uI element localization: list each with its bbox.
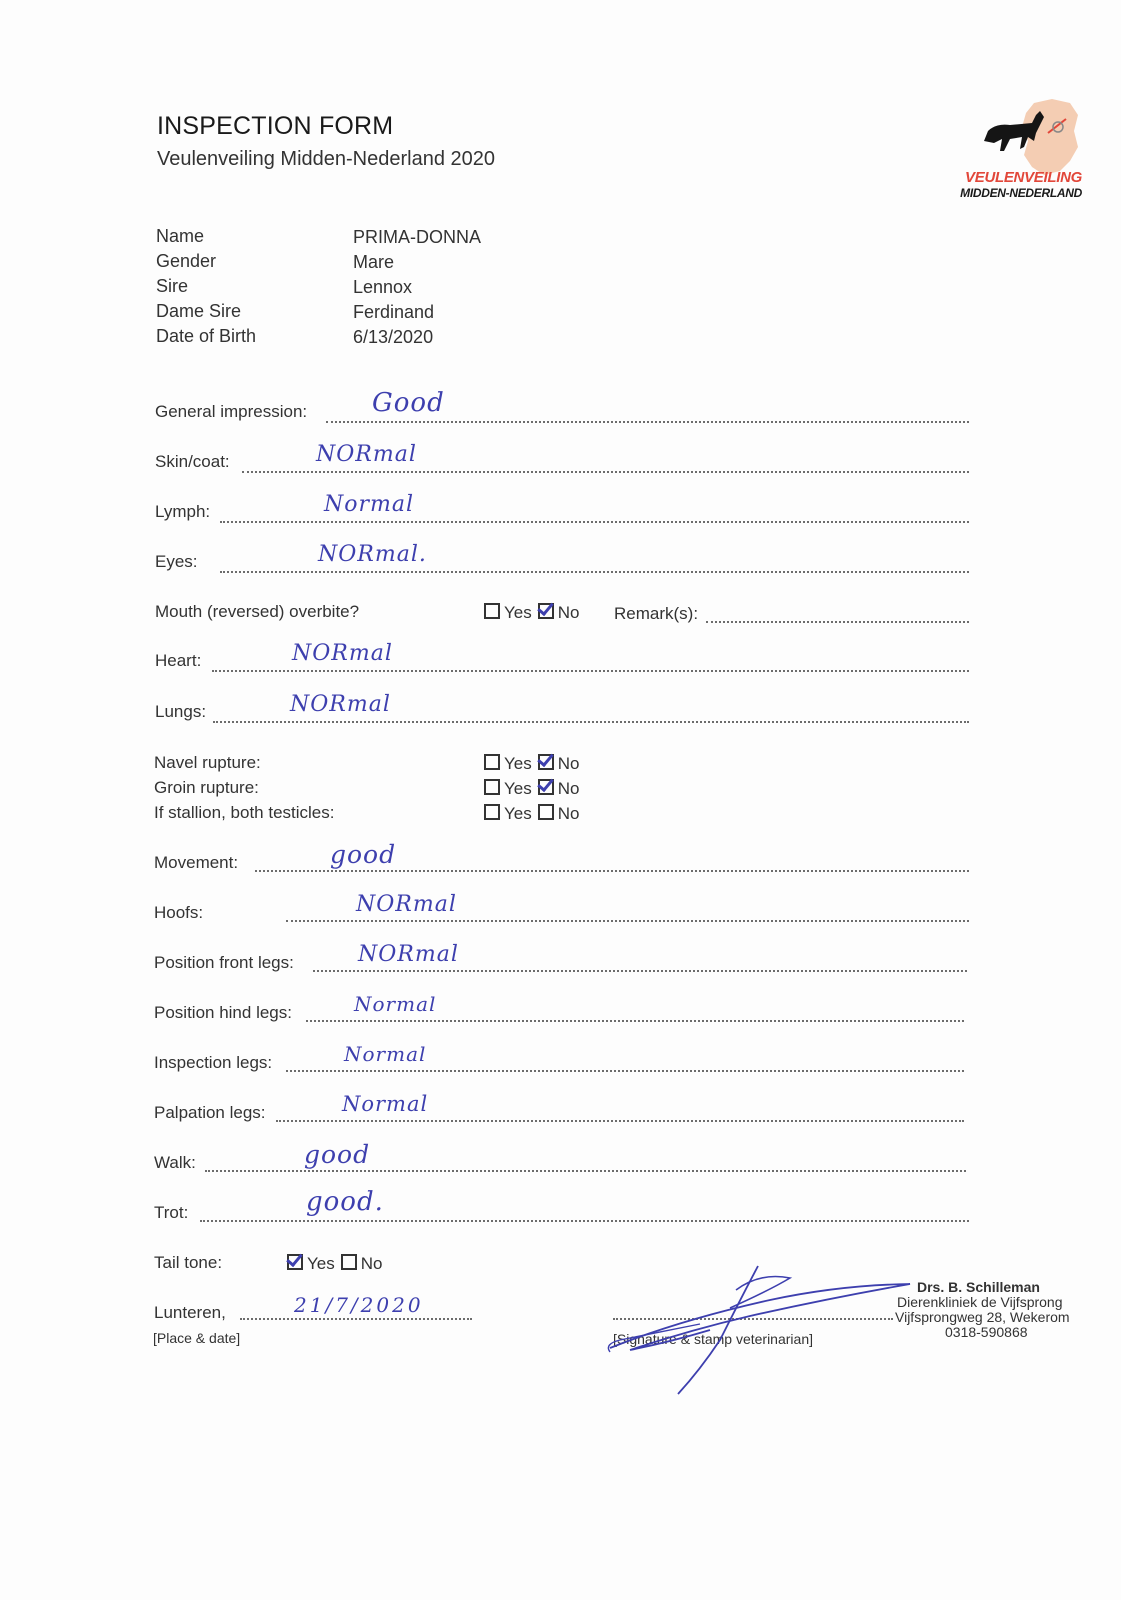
- field-label-inspection-legs: Inspection legs:: [154, 1053, 273, 1072]
- mouth-label: Mouth (reversed) overbite?: [155, 602, 360, 621]
- field-line-heart: [212, 670, 969, 672]
- field-line-lungs: [213, 721, 969, 723]
- field-value-palpation-legs[interactable]: Normal: [342, 1092, 429, 1116]
- field-value-trot[interactable]: good.: [306, 1187, 384, 1217]
- stamp-line4: 0318-590868: [945, 1324, 1028, 1340]
- groin-no-checkbox[interactable]: [538, 779, 554, 795]
- date-line: [240, 1318, 472, 1320]
- navel-options: [484, 754, 579, 774]
- navel-no-checkbox[interactable]: [538, 754, 554, 770]
- field-label-eyes: Eyes:: [155, 552, 198, 571]
- navel-yes-checkbox[interactable]: [484, 754, 500, 770]
- field-label-movement: Movement:: [154, 853, 239, 872]
- auction-logo: [952, 97, 1082, 207]
- field-value-skin-coat[interactable]: NORmal: [316, 442, 417, 467]
- place-text: Lunteren,: [154, 1303, 226, 1322]
- mouth-remark-line[interactable]: [706, 621, 969, 623]
- tail-no-label: No: [360, 1254, 383, 1273]
- vet-stamp: [895, 1280, 1085, 1340]
- mouth-no-checkbox[interactable]: [538, 603, 554, 619]
- tail-label: Tail tone:: [154, 1253, 223, 1272]
- groin-label: Groin rupture:: [154, 778, 259, 797]
- mouth-yes-checkbox[interactable]: [484, 603, 500, 619]
- info-value-dame-sire: Ferdinand: [353, 302, 435, 322]
- logo-line2: MIDDEN-NEDERLAND: [960, 186, 1082, 200]
- field-label-skin-coat: Skin/coat:: [155, 452, 230, 471]
- testicles-yes-checkbox[interactable]: [484, 804, 500, 820]
- field-line-front-legs: [313, 970, 967, 972]
- navel-yes-label: Yes: [504, 754, 532, 773]
- tail-options: [287, 1254, 382, 1274]
- logo-line1: VEULENVEILING: [965, 169, 1082, 186]
- field-value-general-impression[interactable]: Good: [372, 388, 445, 418]
- field-value-front-legs[interactable]: NORmal: [358, 942, 459, 967]
- info-label-sire: Sire: [156, 276, 189, 296]
- field-label-trot: Trot:: [154, 1203, 189, 1222]
- tail-yes-checkbox[interactable]: [287, 1254, 303, 1270]
- field-value-hoofs[interactable]: NORmal: [356, 892, 457, 917]
- page-title: INSPECTION FORM: [157, 112, 394, 140]
- field-value-walk[interactable]: good: [304, 1140, 371, 1169]
- date-value[interactable]: 21/7/2020: [294, 1293, 424, 1317]
- page-subtitle: Veulenveiling Midden-Nederland 2020: [157, 148, 496, 170]
- signature-scribble-icon: [600, 1260, 930, 1400]
- tail-yes-label: Yes: [307, 1254, 335, 1273]
- field-label-heart: Heart:: [155, 651, 202, 670]
- field-line-movement: [255, 870, 969, 872]
- field-label-lungs: Lungs:: [155, 702, 207, 721]
- field-label-front-legs: Position front legs:: [154, 953, 294, 972]
- field-value-lymph[interactable]: Normal: [324, 492, 415, 517]
- field-line-hoofs: [286, 920, 969, 922]
- info-label-gender: Gender: [156, 251, 217, 271]
- tail-no-checkbox[interactable]: [341, 1254, 357, 1270]
- groin-yes-label: Yes: [504, 779, 532, 798]
- field-label-hind-legs: Position hind legs:: [154, 1003, 292, 1022]
- field-line-trot: [200, 1220, 969, 1222]
- testicles-no-label: No: [557, 804, 580, 823]
- testicles-no-checkbox[interactable]: [538, 804, 554, 820]
- mouth-remark-label: Remark(s):: [614, 604, 699, 623]
- stamp-line3: Vijfsprongweg 28, Wekerom: [895, 1309, 1070, 1325]
- info-value-dob: 6/13/2020: [353, 327, 434, 347]
- field-value-inspection-legs[interactable]: Normal: [344, 1042, 427, 1066]
- place-date-caption: [Place & date]: [153, 1330, 241, 1346]
- field-line-general-impression: [326, 421, 969, 423]
- info-label-dame-sire: Dame Sire: [156, 301, 242, 321]
- field-value-movement[interactable]: good: [330, 840, 397, 869]
- field-label-palpation-legs: Palpation legs:: [154, 1103, 266, 1122]
- stamp-line2: Dierenkliniek de Vijfsprong: [897, 1294, 1063, 1310]
- field-value-heart[interactable]: NORmal: [292, 641, 393, 666]
- info-label-name: Name: [156, 226, 205, 246]
- field-value-eyes[interactable]: NORmal.: [318, 542, 427, 567]
- mouth-options: [484, 603, 579, 623]
- navel-label: Navel rupture:: [154, 753, 261, 772]
- field-line-lymph: [220, 521, 969, 523]
- field-label-walk: Walk:: [154, 1153, 196, 1172]
- mouth-yes-label: Yes: [504, 603, 532, 622]
- testicles-options: [484, 804, 579, 824]
- info-label-dob: Date of Birth: [156, 326, 257, 346]
- field-label-hoofs: Hoofs:: [154, 903, 204, 922]
- field-line-skin-coat: [242, 471, 969, 473]
- field-line-hind-legs: [306, 1020, 964, 1022]
- stamp-line1: Drs. B. Schilleman: [917, 1279, 1040, 1295]
- field-line-inspection-legs: [286, 1070, 964, 1072]
- field-label-lymph: Lymph:: [155, 502, 211, 521]
- groin-yes-checkbox[interactable]: [484, 779, 500, 795]
- signature-caption: [Signature & stamp veterinarian]: [613, 1331, 813, 1347]
- testicles-label: If stallion, both testicles:: [154, 803, 335, 822]
- field-value-hind-legs[interactable]: Normal: [354, 992, 437, 1016]
- field-label-general-impression: General impression:: [155, 402, 308, 421]
- groin-options: [484, 779, 579, 799]
- info-value-sire: Lennox: [353, 277, 413, 297]
- info-value-name: PRIMA-DONNA: [353, 227, 482, 247]
- field-line-walk: [205, 1170, 966, 1172]
- info-value-gender: Mare: [353, 252, 395, 272]
- testicles-yes-label: Yes: [504, 804, 532, 823]
- field-line-palpation-legs: [276, 1120, 964, 1122]
- mouth-no-label: No: [557, 603, 580, 622]
- groin-no-label: No: [557, 779, 580, 798]
- field-value-lungs[interactable]: NORmal: [290, 692, 391, 717]
- navel-no-label: No: [557, 754, 580, 773]
- horse-map-icon: [974, 97, 1080, 179]
- field-line-eyes: [220, 571, 969, 573]
